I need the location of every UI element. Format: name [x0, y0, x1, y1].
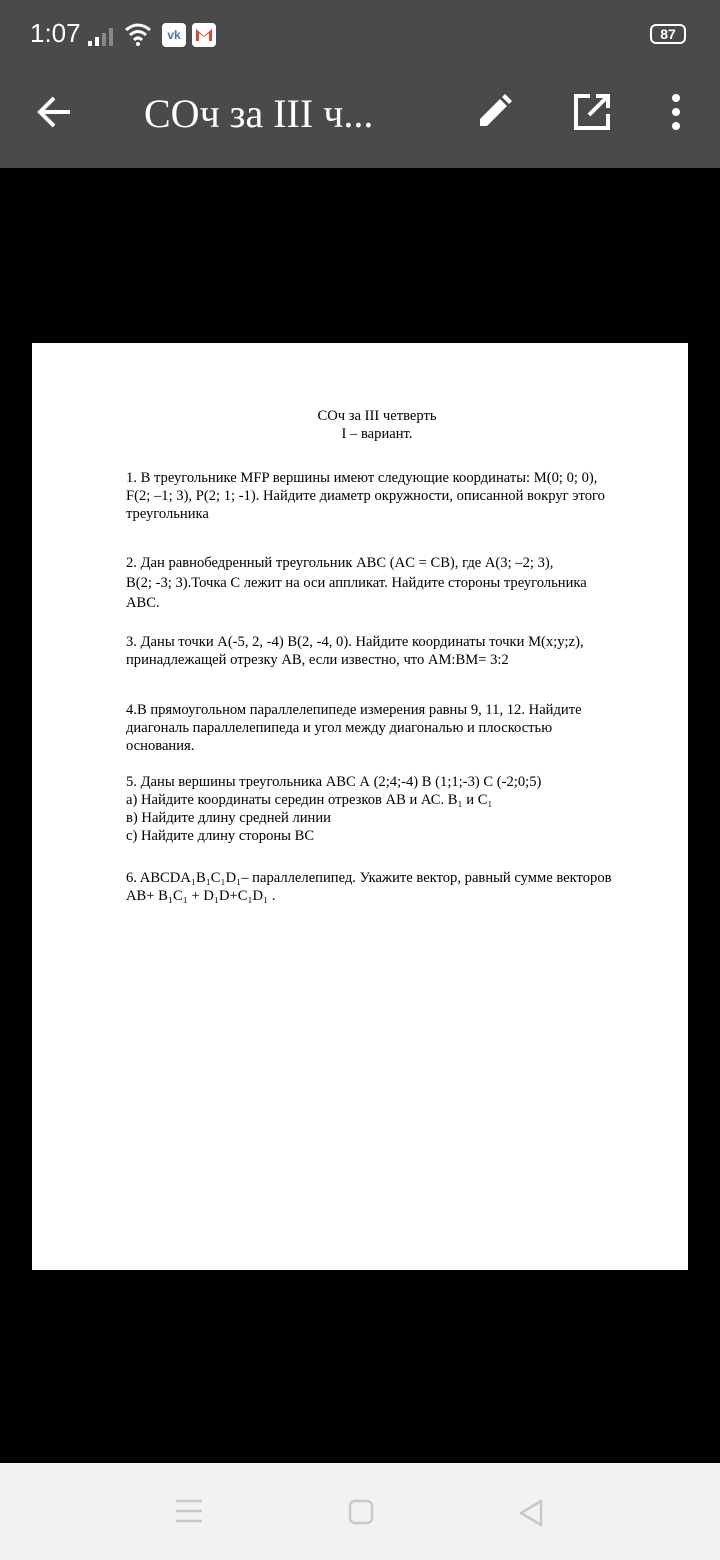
q6-line: 6. ABCDA₁B₁C₁D₁– параллелепипед. Укажите вектор, равный сумме векторов: [126, 870, 612, 886]
home-icon[interactable]: [348, 1499, 374, 1525]
recent-apps-icon[interactable]: [175, 1499, 203, 1523]
q1-line: F(2; –1; 3), P(2; 1; -1). Найдите диаметр окружности, описанной вокруг этого: [126, 488, 605, 504]
header-line-1: СОч за III четверть: [317, 408, 437, 424]
question-4: [126, 701, 656, 755]
open-external-icon[interactable]: [572, 92, 612, 132]
wifi-icon: [124, 22, 152, 46]
document-content: [126, 407, 656, 905]
q3-line: 3. Даны точки A(-5, 2, -4) B(2, -4, 0). Найдите координаты точки M(x;y;z),: [126, 634, 584, 650]
q5-line: в) Найдите длину средней линии: [126, 810, 331, 826]
app-bar: [0, 56, 720, 168]
q3-line: принадлежащей отрезку AB, если известно, что AM:BM= 3:2: [126, 652, 509, 668]
document-page: [32, 343, 688, 1270]
back-arrow-icon[interactable]: [34, 94, 74, 130]
question-1: [126, 469, 656, 523]
q6-line: AB+ B₁C₁ + D₁D+C₁D₁ .: [126, 888, 276, 904]
header-line-2: I – вариант.: [341, 426, 413, 442]
q4-line: 4.В прямоугольном параллелепипеде измерения равны 9, 11, 12. Найдите: [126, 702, 582, 718]
question-6: [126, 869, 656, 905]
page-title: СОч за III ч...: [144, 91, 374, 136]
status-bar: [0, 0, 720, 56]
navigation-bar: [0, 1463, 720, 1560]
question-3: [126, 633, 656, 669]
q4-line: основания.: [126, 738, 195, 754]
q2-line: B(2; -3; 3).Точка C лежит на оси аппликат. Найдите стороны треугольника: [126, 575, 587, 591]
signal-icon: [88, 27, 116, 47]
vk-icon: vk: [162, 23, 186, 47]
q5-line: а) Найдите координаты середин отрезков АВ и АС. В₁ и С₁: [126, 792, 493, 808]
q5-line: 5. Даны вершины треугольника АВС А (2;4;-4) В (1;1;-3) С (-2;0;5): [126, 774, 542, 790]
nav-back-icon[interactable]: [518, 1499, 544, 1527]
edit-pencil-icon[interactable]: [474, 92, 514, 132]
question-5: [126, 773, 656, 845]
q2-line: 2. Дан равнобедренный треугольник ABC (AC = CB), где A(3; –2; 3),: [126, 555, 554, 571]
more-vert-icon[interactable]: [660, 92, 692, 132]
gmail-icon: [192, 23, 216, 47]
question-2: [126, 553, 656, 613]
q2-line: ABC.: [126, 595, 160, 611]
q5-line: с) Найдите длину стороны ВС: [126, 828, 315, 844]
q1-line: треугольника: [126, 506, 209, 522]
q4-line: диагональ параллелепипеда и угол между диагональю и плоскостью: [126, 720, 553, 736]
battery-indicator: 87: [650, 24, 686, 44]
doc-header: [98, 407, 656, 443]
status-time: 1:07: [30, 18, 81, 48]
q1-line: 1. В треугольнике MFP вершины имеют следующие координаты: M(0; 0; 0),: [126, 470, 598, 486]
